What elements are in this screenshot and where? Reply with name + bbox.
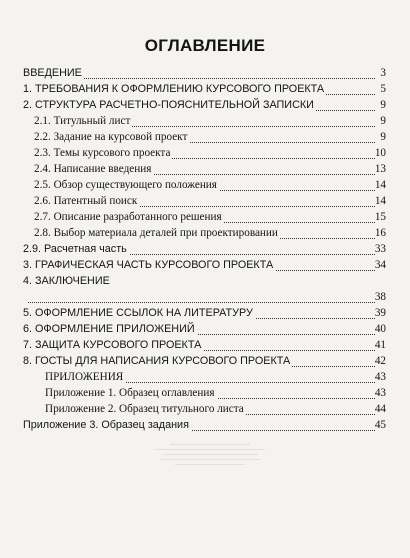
toc-entry[interactable] (0, 98, 410, 112)
toc-entry[interactable] (0, 354, 410, 368)
toc-entry[interactable] (0, 418, 410, 432)
toc-entry-page: 43 (374, 371, 386, 383)
toc-entry[interactable] (0, 386, 410, 400)
toc-entry-title: 2.5. Обзор существующего положения (34, 179, 217, 191)
toc-entry-title: 3. ГРАФИЧЕСКАЯ ЧАСТЬ КУРСОВОГО ПРОЕКТА (23, 259, 274, 271)
toc-entry-page: 34 (374, 259, 386, 271)
toc-entry-page: 9 (380, 131, 386, 143)
toc-entry-page: 5 (380, 83, 386, 95)
toc-entry[interactable] (0, 402, 410, 416)
toc-entry-page: 16 (374, 227, 386, 239)
page-title: ОГЛАВЛЕНИЕ (144, 36, 266, 55)
toc-entry-page: 41 (374, 339, 386, 351)
toc-entry[interactable] (0, 162, 410, 176)
toc-entry-title: 8. ГОСТЫ ДЛЯ НАПИСАНИЯ КУРСОВОГО ПРОЕКТА (23, 355, 291, 367)
toc-entry-title: 2.4. Написание введения (34, 163, 152, 175)
toc-entry-title: 2.7. Описание разработанного решения (34, 211, 222, 223)
dot-leader (28, 290, 375, 303)
toc-entry-title: 7. ЗАЩИТА КУРСОВОГО ПРОЕКТА (23, 339, 202, 351)
toc-entry-title: 2.8. Выбор материала деталей при проектировании (34, 227, 278, 239)
toc-entry-title: Приложение 3. Образец задания (23, 419, 189, 431)
toc-entry-page: 10 (374, 147, 386, 159)
toc-entry[interactable] (0, 114, 410, 128)
toc-entry-page: 15 (374, 211, 386, 223)
toc-entry-page: 45 (374, 419, 386, 431)
toc-entry-title: 4. ЗАКЛЮЧЕНИЕ (23, 275, 110, 287)
toc-entry-page: 13 (374, 163, 386, 175)
toc-entry[interactable] (0, 258, 410, 272)
toc-entry-title: ВВЕДЕНИЕ (23, 67, 82, 79)
toc-entry[interactable] (0, 178, 410, 192)
toc-entry-title: Приложение 2. Образец титульного листа (45, 403, 244, 415)
toc-entry-title: 2.2. Задание на курсовой проект (34, 131, 188, 143)
toc-entry[interactable] (0, 338, 410, 352)
toc-entry-line[interactable] (0, 274, 410, 288)
toc-entry-title: 2.6. Патентный поиск (34, 195, 138, 207)
toc-entry[interactable] (0, 82, 410, 96)
toc-entry-title: 2.9. Расчетная часть (23, 243, 127, 255)
toc-entry-page: 3 (380, 67, 386, 79)
toc-entry[interactable] (0, 194, 410, 208)
toc-entry[interactable] (0, 242, 410, 256)
toc-entry-page: 40 (374, 323, 386, 335)
toc-entry-page: 42 (374, 355, 386, 367)
toc-entry[interactable] (0, 370, 410, 384)
toc-entry[interactable] (0, 130, 410, 144)
toc-entry[interactable] (0, 306, 410, 320)
toc-entry-page: 9 (380, 115, 386, 127)
toc-entry-page: 14 (374, 195, 386, 207)
toc-entry-page: 14 (374, 179, 386, 191)
toc-entry[interactable] (0, 290, 410, 304)
toc-entry-page: 38 (374, 291, 386, 303)
toc-entry-title: 5. ОФОРМЛЕНИЕ ССЫЛОК НА ЛИТЕРАТУРУ (23, 307, 253, 319)
toc-entry[interactable] (0, 210, 410, 224)
toc-entry-page: 33 (374, 243, 386, 255)
toc-entry-page: 44 (374, 403, 386, 415)
toc-entry-page: 9 (380, 99, 386, 111)
toc-entry-title: 2. СТРУКТУРА РАСЧЕТНО-ПОЯСНИТЕЛЬНОЙ ЗАПИСКИ (23, 99, 314, 111)
toc-entry-title: ПРИЛОЖЕНИЯ (45, 371, 124, 383)
toc-entry-title: 1. ТРЕБОВАНИЯ К ОФОРМЛЕНИЮ КУРСОВОГО ПРОЕКТА (23, 83, 325, 95)
toc-entry[interactable] (0, 66, 410, 80)
toc-entry-page: 39 (374, 307, 386, 319)
toc-entry-title: 2.1. Титульный лист (34, 115, 131, 127)
toc-entry-title: 6. ОФОРМЛЕНИЕ ПРИЛОЖЕНИЙ (23, 323, 195, 335)
toc-entry-title: Приложение 1. Образец оглавления (45, 387, 215, 399)
toc-entry-page: 43 (374, 387, 386, 399)
toc-entry[interactable] (0, 322, 410, 336)
toc-entry-title: 2.3. Темы курсового проекта (34, 147, 171, 159)
bleed-through-block (150, 440, 270, 530)
toc-entry[interactable] (0, 226, 410, 240)
toc-entry[interactable] (0, 146, 410, 160)
